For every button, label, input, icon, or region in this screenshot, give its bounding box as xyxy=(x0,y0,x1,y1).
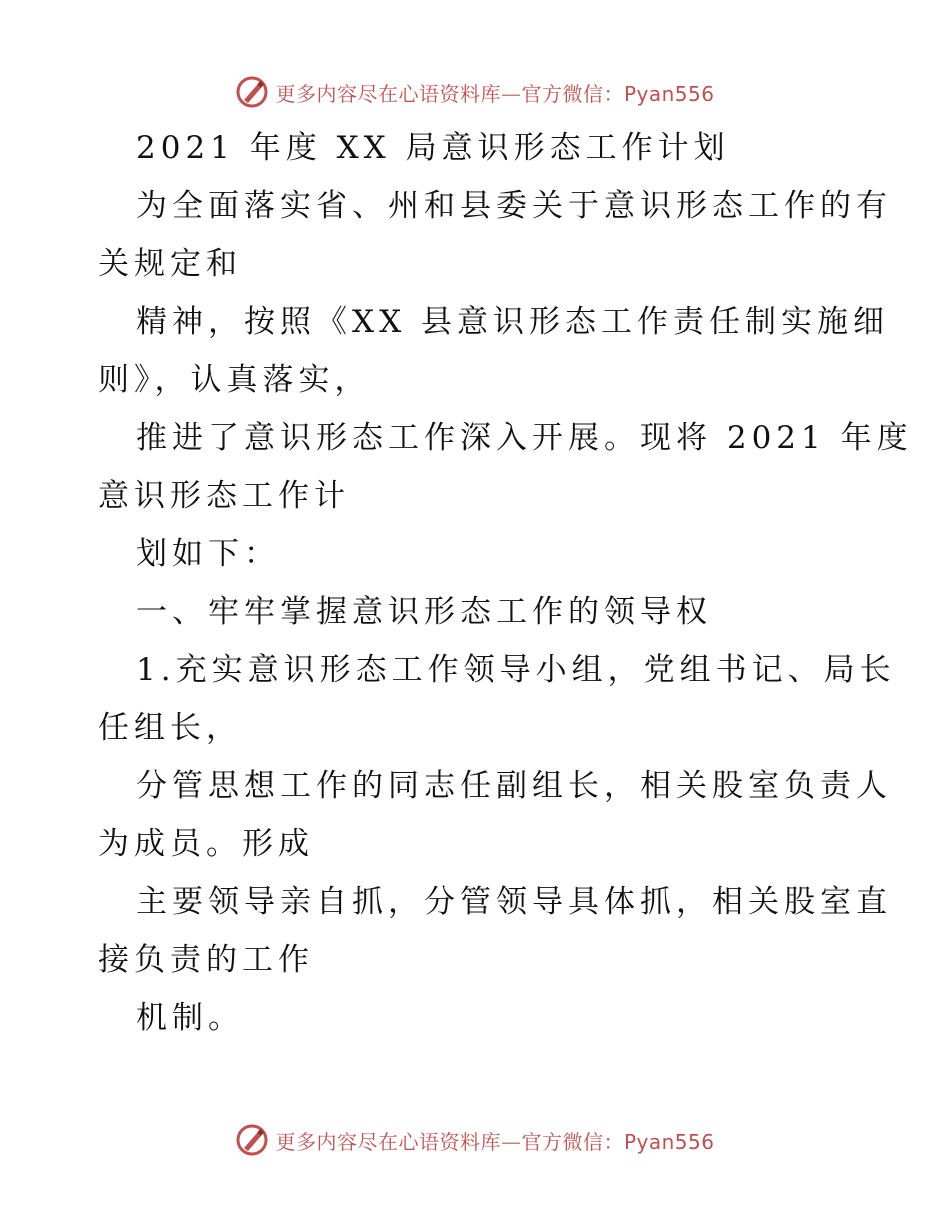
pen-logo-icon xyxy=(235,1123,269,1157)
pen-logo-icon xyxy=(235,75,269,109)
paragraph-line: 精神，按照《XX 县意识形态工作责任制实施细 xyxy=(136,304,889,340)
paragraph-line: 为成员。形成 xyxy=(98,826,314,862)
paragraph-line: 为全面落实省、州和县委关于意识形态工作的有 xyxy=(136,188,892,224)
paragraph-line: 主要领导亲自抓，分管领导具体抓，相关股室直 xyxy=(136,884,892,920)
footer-watermark xyxy=(0,1120,950,1160)
paragraph-line: 则》，认真落实， xyxy=(98,362,371,398)
paragraph-line: 接负责的工作 xyxy=(98,942,314,978)
paragraph-line: 意识形态工作计 xyxy=(98,478,350,514)
watermark-text: 更多内容尽在心语资料库—官方微信：Pyan556 xyxy=(275,1129,715,1154)
paragraph-line: 划如下： xyxy=(136,536,280,572)
paragraph-line: 机制。 xyxy=(136,1000,244,1036)
section-heading: 一、牢牢掌握意识形态工作的领导权 xyxy=(136,594,712,630)
paragraph-line: 分管思想工作的同志任副组长，相关股室负责人 xyxy=(136,768,892,804)
header-watermark xyxy=(0,72,950,112)
paragraph-line: 推进了意识形态工作深入开展。现将 2021 年度 xyxy=(136,420,913,456)
document-title: 2021 年度 XX 局意识形态工作计划 xyxy=(136,130,730,166)
watermark-text: 更多内容尽在心语资料库—官方微信：Pyan556 xyxy=(275,81,715,106)
paragraph-line: 1.充实意识形态工作领导小组，党组书记、局长 xyxy=(136,652,896,688)
paragraph-line: 任组长， xyxy=(98,710,242,746)
paragraph-line: 关规定和 xyxy=(98,246,242,282)
